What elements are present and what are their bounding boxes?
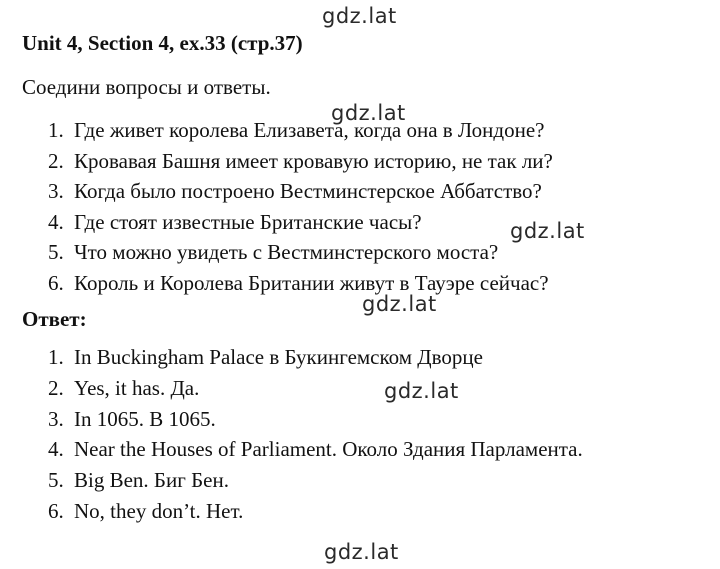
answer-number: 4.: [48, 437, 64, 462]
answer-text: In 1065. В 1065.: [74, 406, 216, 431]
watermark: gdz.lat: [510, 219, 585, 243]
question-number: 3.: [48, 179, 64, 203]
question-text: Где живет королева Елизавета, когда она в Лондоне?: [74, 118, 545, 142]
answer-text: In Buckingham Palace в Букингемском Дворце: [74, 345, 483, 369]
watermark: gdz.lat: [384, 379, 459, 403]
question-text: Когда было построено Вестминстерское Аббатство?: [74, 179, 542, 203]
question-number: 4.: [48, 209, 64, 234]
question-text: Король и Королева Британии живут в Тауэре сейчас?: [74, 270, 549, 295]
watermark: gdz.lat: [322, 4, 397, 28]
answer-heading: Ответ:: [22, 307, 87, 331]
question-number: 2.: [48, 148, 64, 173]
watermark: gdz.lat: [324, 540, 399, 564]
watermark: gdz.lat: [362, 292, 437, 316]
answer-number: 3.: [48, 406, 64, 431]
answer-number: 6.: [48, 498, 64, 523]
question-text: Что можно увидеть с Вестминстерского моста?: [74, 240, 499, 264]
answer-text: Near the Houses of Parliament. Около Здания Парламента.: [74, 437, 583, 462]
answer-number: 2.: [48, 375, 64, 400]
answer-number: 5.: [48, 468, 64, 493]
watermark: gdz.lat: [331, 101, 406, 125]
question-number: 6.: [48, 270, 64, 295]
question-number: 5.: [48, 240, 64, 264]
answer-text: No, they don’t. Нет.: [74, 498, 244, 523]
exercise-heading: Unit 4, Section 4, ex.33 (стр.37): [22, 31, 303, 55]
question-text: Где стоят известные Британские часы?: [74, 209, 422, 234]
answer-text: Big Ben. Биг Бен.: [74, 468, 229, 493]
question-number: 1.: [48, 118, 64, 142]
answer-number: 1.: [48, 345, 64, 369]
question-text: Кровавая Башня имеет кровавую историю, не так ли?: [74, 148, 553, 173]
instruction-text: Соедини вопросы и ответы.: [22, 75, 271, 99]
answer-text: Yes, it has. Да.: [74, 375, 200, 400]
